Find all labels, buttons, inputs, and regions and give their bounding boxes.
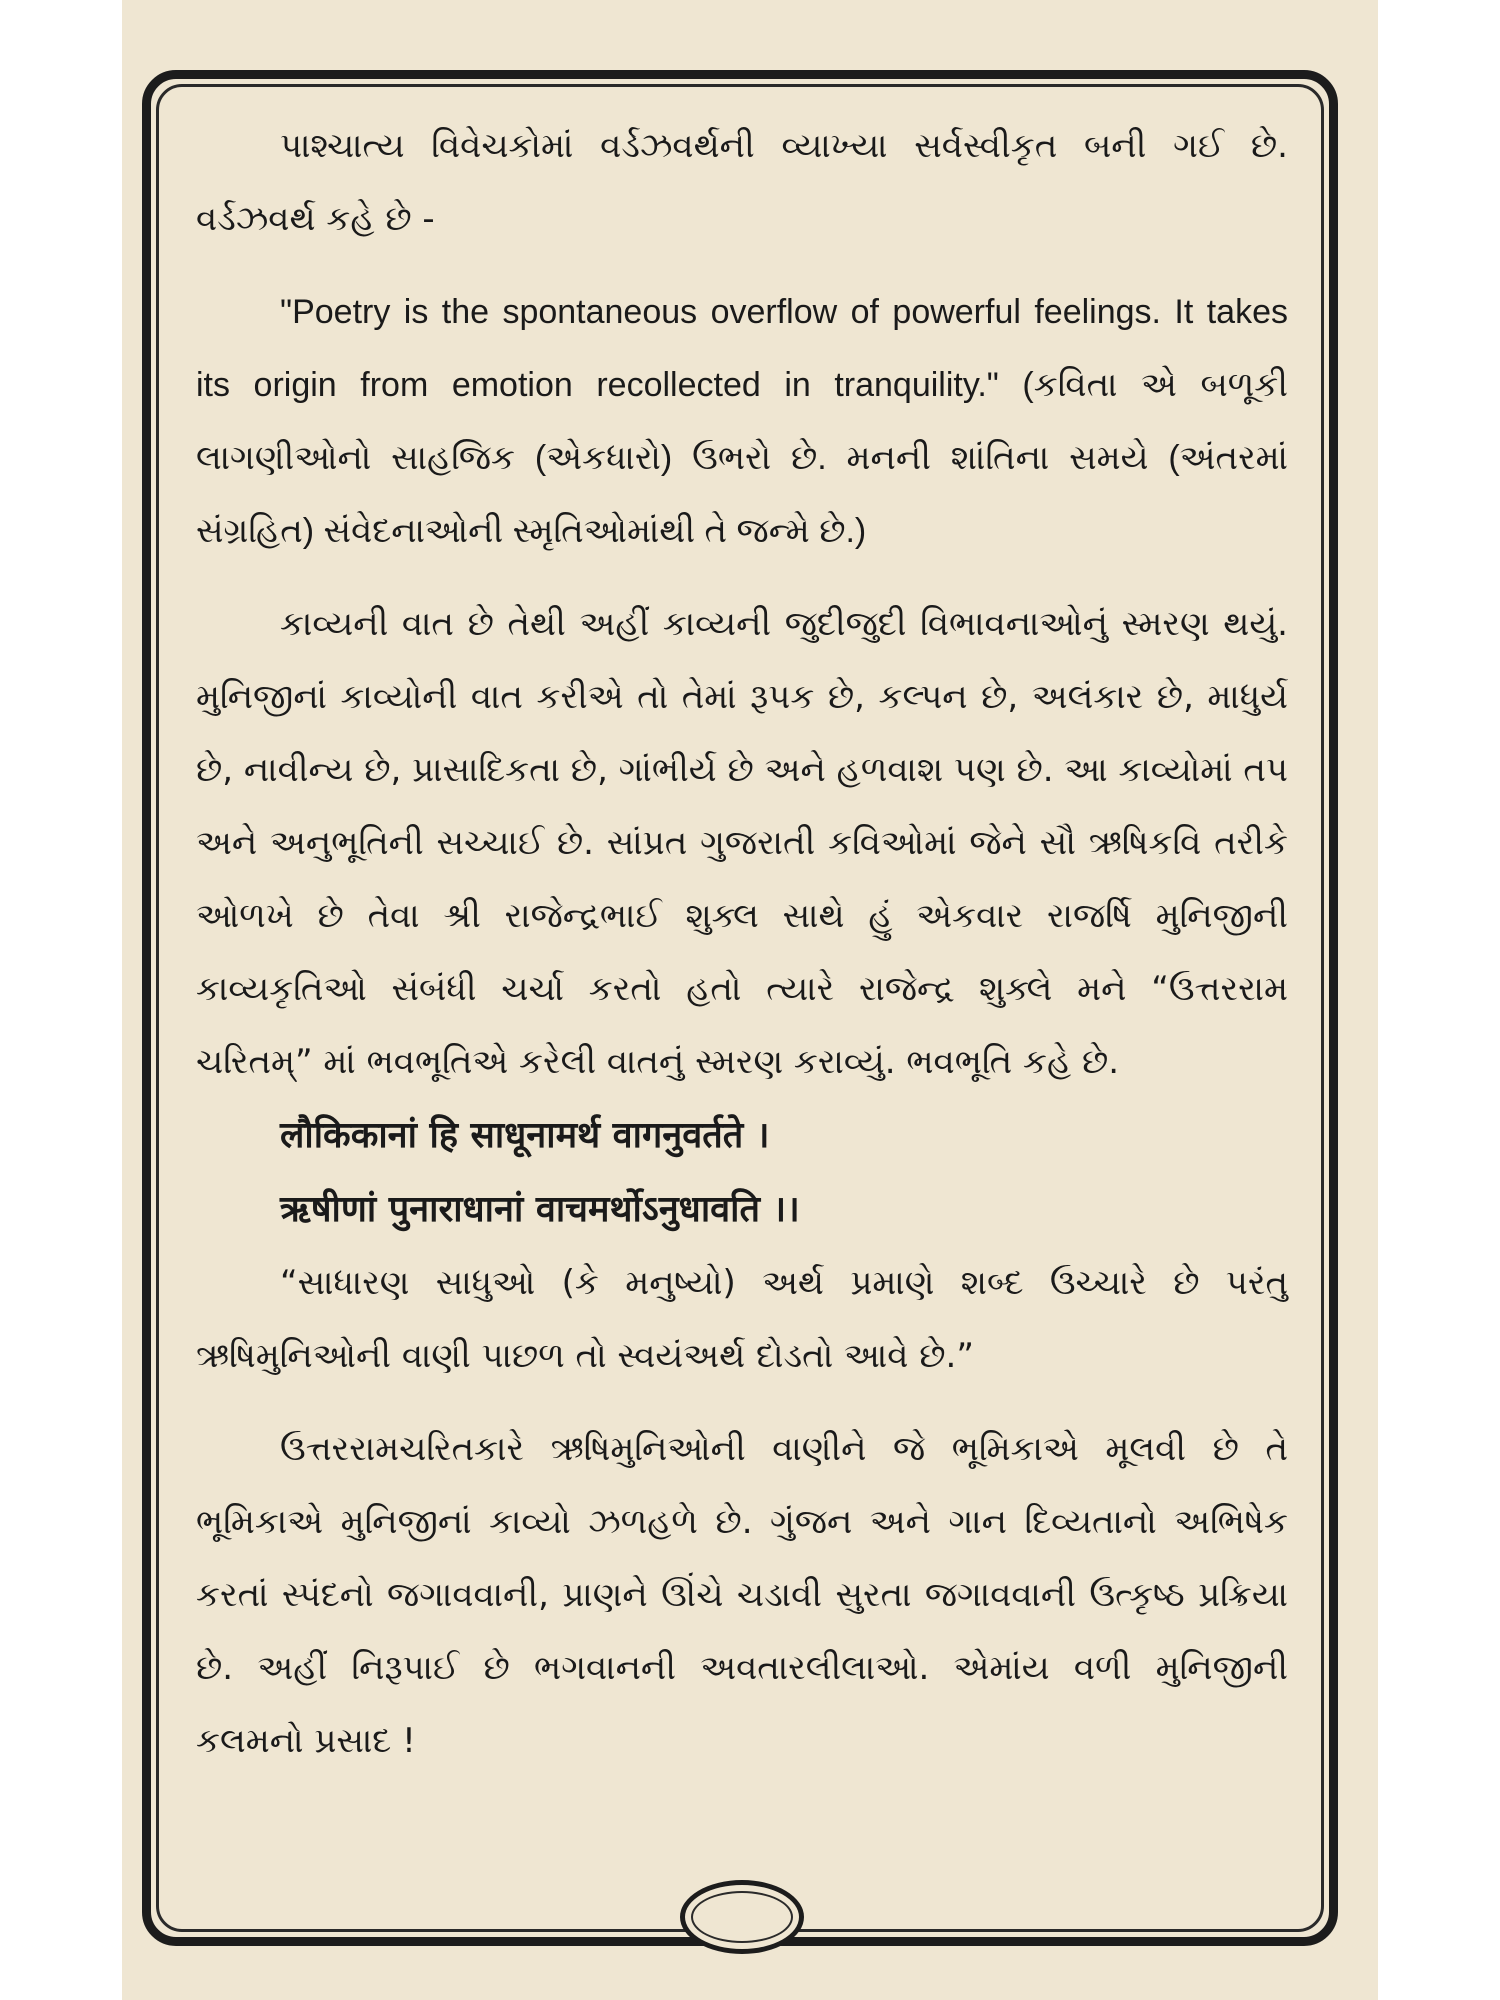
page-number-oval bbox=[680, 1880, 804, 1954]
paragraph-conclusion: ઉત્તરરામચરિતકારે ઋષિમુનિઓની વાણીને જે ભૂમિકાએ મૂલવી છે તે ભૂમિકાએ મુનિજીનાં કાવ્યો ઝળહળે છે. ગુંજન અને ગાન દિવ્યતાનો અભિષેક કરતાં સ્પંદનો જગાવવાની, પ્રાણને ઊંચે ચડાવી સુરતા જગાવવાની ઉત્કૃષ્ઠ પ્રક્રિયા છે. અહીં નિરૂપાઈ છે ભગવાનની અવતારલીલાઓ. એમાંય વળી મુનિજીની કલમનો પ્રસાદ ! bbox=[196, 1429, 1288, 1761]
paragraph-wordsworth-intro: પાશ્ચાત્ય વિવેચકોમાં વર્ડઝવર્થની વ્યાખ્યા સર્વસ્વીકૃત બની ગઈ છે. વર્ડઝવર્થ કહે છે - bbox=[196, 126, 1288, 239]
paragraph-poetry-concepts: કાવ્યની વાત છે તેથી અહીં કાવ્યની જુદીજુદી વિભાવનાઓનું સ્મરણ થયું. મુનિજીનાં કાવ્યોની વાત કરીએ તો તેમાં રૂપક છે, કલ્પન છે, અલંકાર છે, માધુર્ય છે, નાવીન્ય છે, પ્રાસાદિકતા છે, ગાંભીર્ય છે અને હળવાશ પણ છે. આ કાવ્યોમાં તપ અને અનુભૂતિની સચ્ચાઈ છે. સાંપ્રત ગુજરાતી કવિઓમાં જેને સૌ ઋષિકવિ તરીકે ઓળખે છે તેવા શ્રી રાજેન્દ્રભાઈ શુક્લ સાથે હું એકવાર રાજર્ષિ મુનિજીની કાવ્યકૃતિઓ સંબંધી ચર્ચા કરતો હતો ત્યારે રાજેન્દ્ર શુક્લે મને “ઉત્તરરામ ચરિતમ્” માં ભવભૂતિએ કરેલી વાતનું સ્મરણ કરાવ્યું. ભવભૂતિ કહે છે. bbox=[196, 604, 1288, 1082]
page-text bbox=[196, 110, 1288, 1778]
paragraph-verse-translation: “સાધારણ સાધુઓ (કે મનુષ્યો) અર્થ પ્રમાણે શબ્દ ઉચ્ચારે છે પરંતુ ઋષિમુનિઓની વાણી પાછળ તો સ્વયંઅર્થ દોડતો આવે છે.” bbox=[196, 1263, 1288, 1376]
paragraph-wordsworth-quote: "Poetry is the spontaneous overflow of powerful feelings. It takes its origin from emotion recollected in tranquility." (કવિતા એ બળૂકી લાગણીઓનો સાહજિક (એકધારો) ઉભરો છે. મનની શાંતિના સમયે (અંતરમાં સંગ્રહિત) સંવેદનાઓની સ્મૃતિઓમાંથી તે જન્મે છે.) bbox=[196, 293, 1288, 550]
sanskrit-verse-line-1: लौकिकानां हि साधूनामर्थ वागनुवर्तते । bbox=[280, 1115, 770, 1156]
sanskrit-verse-line-2: ऋषीणां पुनाराधानां वाचमर्थोऽनुधावति ।। bbox=[280, 1189, 800, 1230]
